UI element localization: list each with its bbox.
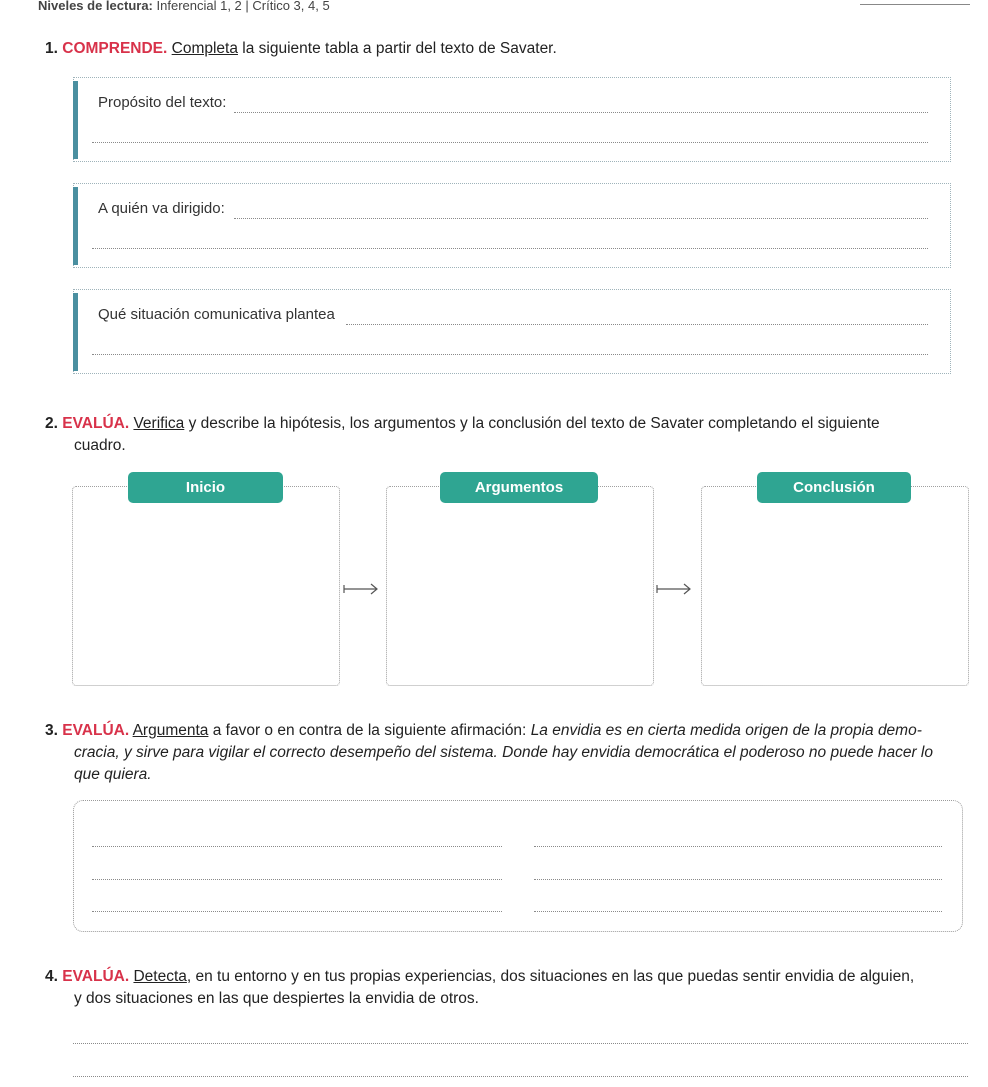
answer-line[interactable] [534, 911, 942, 912]
answer-line[interactable] [92, 879, 502, 880]
question-1-text: la siguiente tabla a partir del texto de Savater. [242, 40, 557, 57]
question-3-quote-cont: cracia, y sirve para vigilar el correcto desempeño del sistema. Donde hay envidia democrática el poderoso no puede hacer lo [74, 744, 933, 761]
question-2-text: y describe la hipótesis, los argumentos y la conclusión del texto de Savater completando el siguiente [188, 415, 880, 432]
reading-levels-label: Niveles de lectura: [38, 0, 153, 13]
question-4-heading [45, 966, 980, 1010]
argument-answer-box [73, 800, 963, 932]
box-side-bar [73, 187, 78, 265]
reading-levels [38, 0, 330, 13]
question-2-verb: Verifica [133, 415, 185, 432]
question-4-verb: Detecta [133, 968, 187, 985]
arrow-right-icon [656, 582, 692, 596]
purpose-label: Propósito del texto: [98, 94, 227, 111]
question-1-number: 1. [45, 40, 58, 57]
answer-line[interactable] [534, 879, 942, 880]
question-2-text-cont: cuadro. [74, 437, 126, 454]
argumentos-box[interactable] [386, 486, 654, 686]
question-3-quote-end: que quiera. [74, 766, 152, 783]
reading-levels-text: Inferencial 1, 2 | Crítico 3, 4, 5 [156, 0, 330, 13]
answer-box-audience [73, 183, 951, 268]
answer-line[interactable] [234, 218, 928, 219]
question-3-heading [45, 720, 980, 786]
answer-line[interactable] [92, 248, 928, 249]
answer-line[interactable] [92, 846, 502, 847]
answer-line[interactable] [73, 1043, 968, 1044]
question-1-heading [45, 38, 557, 60]
header-rule [860, 4, 970, 5]
conclusion-pill: Conclusión [757, 472, 911, 503]
question-4-number: 4. [45, 968, 58, 985]
conclusion-box[interactable] [701, 486, 969, 686]
answer-line[interactable] [346, 324, 928, 325]
question-3-text: a favor o en contra de la siguiente afirmación: [212, 722, 527, 739]
question-2-keyword: EVALÚA. [62, 415, 130, 432]
answer-line[interactable] [234, 112, 928, 113]
question-3-keyword: EVALÚA. [62, 722, 130, 739]
question-4-text-cont: y dos situaciones en las que despiertes la envidia de otros. [74, 990, 479, 1007]
question-3-quote: La envidia es en cierta medida origen de la propia demo- [530, 722, 922, 739]
answer-line[interactable] [92, 142, 928, 143]
question-3-number: 3. [45, 722, 58, 739]
box-side-bar [73, 293, 78, 371]
answer-line[interactable] [534, 846, 942, 847]
answer-line[interactable] [73, 1076, 968, 1077]
answer-box-purpose [73, 77, 951, 162]
question-1-keyword: COMPRENDE. [62, 40, 168, 57]
answer-line[interactable] [92, 354, 928, 355]
question-3-verb: Argumenta [132, 722, 209, 739]
inicio-pill: Inicio [128, 472, 283, 503]
answer-box-situation [73, 289, 951, 374]
question-1-verb: Completa [171, 40, 238, 57]
argumentos-pill: Argumentos [440, 472, 598, 503]
question-2-number: 2. [45, 415, 58, 432]
question-2-heading [45, 413, 975, 457]
answer-line[interactable] [92, 911, 502, 912]
box-side-bar [73, 81, 78, 159]
audience-label: A quién va dirigido: [98, 200, 225, 217]
inicio-box[interactable] [72, 486, 340, 686]
arrow-right-icon [343, 582, 379, 596]
question-4-keyword: EVALÚA. [62, 968, 130, 985]
situation-label: Qué situación comunicativa plantea [98, 306, 335, 323]
question-4-text: , en tu entorno y en tus propias experiencias, dos situaciones en las que puedas sentir envidia de alguien, [186, 968, 915, 985]
